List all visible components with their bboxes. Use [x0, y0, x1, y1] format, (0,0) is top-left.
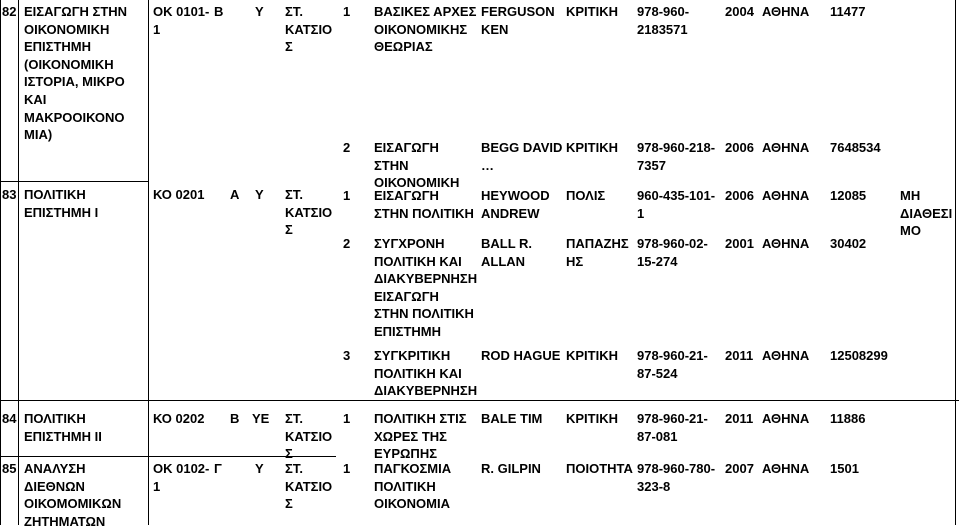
book-code: 12508299 [830, 348, 888, 363]
book-publisher: ΠΑΠΑΖΗΣ ΗΣ [566, 236, 629, 269]
course-type: Υ [255, 461, 264, 476]
book-publisher: ΚΡΙΤΙΚΗ [566, 348, 618, 363]
book-title: ΠΑΓΚΟΣΜΙΑ ΠΟΛΙΤΙΚΗ ΟΙΚΟΝΟΜΙΑ [374, 461, 452, 512]
book-code: 11886 [830, 411, 866, 426]
book-index: 1 [343, 411, 351, 426]
book-city: ΑΘΗΝΑ [762, 461, 810, 476]
course-type: ΥΕ [252, 411, 270, 426]
book-code: 1501 [830, 461, 859, 476]
course-type: Υ [255, 4, 264, 19]
course-code: ΚΟ 0201 [153, 187, 205, 202]
book-isbn: 978-960-21- 87-081 [637, 411, 708, 444]
book-code: 12085 [830, 188, 867, 203]
book-isbn: 978-960-21- 87-524 [637, 348, 708, 381]
row-divider [0, 400, 959, 401]
course-type: Υ [255, 187, 264, 202]
book-publisher: ΠΟΛΙΣ [566, 188, 606, 203]
book-year: 2004 [725, 4, 754, 19]
semester: Γ [214, 461, 222, 476]
course-code: ΟΚ 0101- 1 [153, 4, 210, 37]
book-index: 1 [343, 461, 351, 476]
book-year: 2011 [725, 348, 754, 363]
semester: Β [230, 411, 240, 426]
course-title: ΑΝΑΛΥΣΗ ΔΙΕΘΝΩΝ ΟΙΚΟΜΟΜΙΚΩΝ ΖΗΤΗΜΑΤΩΝ [24, 461, 122, 529]
book-city: ΑΘΗΝΑ [762, 348, 810, 363]
book-code: 7648534 [830, 140, 881, 155]
book-index: 2 [343, 236, 351, 251]
book-title: ΕΙΣΑΓΩΓΗ ΣΤΗΝ ΠΟΛΙΤΙΚΗ [374, 188, 474, 221]
book-isbn: 960-435-101- 1 [637, 188, 716, 221]
book-isbn: 978-960-02- 15-274 [637, 236, 708, 269]
book-year: 2006 [725, 188, 754, 203]
book-code: 30402 [830, 236, 867, 251]
book-publisher: ΚΡΙΤΙΚΗ [566, 140, 618, 155]
book-city: ΑΘΗΝΑ [762, 236, 810, 251]
instructor: ΣΤ. ΚΑΤΣΙΟ Σ [285, 461, 333, 512]
row-number: 84 [2, 411, 17, 426]
book-city: ΑΘΗΝΑ [762, 140, 810, 155]
book-isbn: 978-960- 2183571 [637, 4, 690, 37]
book-title: ΠΟΛΙΤΙΚΗ ΣΤΙΣ ΧΩΡΕΣ ΤΗΣ ΕΥΡΩΠΗΣ [374, 411, 467, 462]
book-index: 1 [343, 4, 351, 19]
instructor: ΣΤ. ΚΑΤΣΙΟ Σ [285, 187, 333, 238]
book-isbn: 978-960-218- 7357 [637, 140, 716, 173]
book-author: BALE TIM [481, 411, 543, 426]
course-title: ΠΟΛΙΤΙΚΗ ΕΠΙΣΤΗΜΗ Ι [24, 187, 99, 220]
semester: Α [230, 187, 240, 202]
column-divider [148, 0, 149, 525]
column-divider [18, 0, 19, 525]
book-publisher: ΠΟΙΟΤΗΤΑ [566, 461, 633, 476]
book-publisher: ΚΡΙΤΙΚΗ [566, 4, 618, 19]
row-divider [0, 181, 148, 182]
availability-note: ΜΗ ΔΙΑΘΕΣΙ ΜΟ [900, 188, 953, 239]
book-author: ROD HAGUE [481, 348, 561, 363]
book-author: BEGG DAVID … [481, 140, 563, 173]
book-author: BALL R. ALLAN [481, 236, 533, 269]
book-city: ΑΘΗΝΑ [762, 411, 810, 426]
semester: Β [214, 4, 224, 19]
row-number: 82 [2, 4, 17, 19]
book-year: 2001 [725, 236, 754, 251]
row-number: 85 [2, 461, 17, 476]
course-code: ΟΚ 0102- 1 [153, 461, 210, 494]
book-index: 1 [343, 188, 351, 203]
book-author: R. GILPIN [481, 461, 541, 476]
book-title: ΣΥΓΧΡΟΝΗ ΠΟΛΙΤΙΚΗ ΚΑΙ ΔΙΑΚΥΒΕΡΝΗΣΗ ΕΙΣΑΓΩΓΗ ΣΤΗΝ ΠΟΛΙΤΙΚΗ ΕΠΙΣΤΗΜΗ [374, 236, 478, 339]
course-title: ΕΙΣΑΓΩΓΗ ΣΤΗΝ ΟΙΚΟΝΟΜΙΚΗ ΕΠΙΣΤΗΜΗ (ΟΙΚΟΝΟΜΙΚΗ ΙΣΤΟΡΙΑ, ΜΙΚΡΟ ΚΑΙ ΜΑΚΡΟΟΙΚΟΝΟ ΜΙΑ) [24, 4, 128, 143]
instructor: ΣΤ. ΚΑΤΣΙΟ Σ [285, 4, 333, 55]
column-divider [955, 0, 956, 525]
book-publisher: ΚΡΙΤΙΚΗ [566, 411, 618, 426]
row-number: 83 [2, 187, 17, 202]
book-isbn: 978-960-780- 323-8 [637, 461, 716, 494]
instructor: ΣΤ. ΚΑΤΣΙΟ Σ [285, 411, 333, 462]
book-city: ΑΘΗΝΑ [762, 4, 810, 19]
book-title: ΕΙΣΑΓΩΓΗ ΣΤΗΝ ΟΙΚΟΝΟΜΙΚΗ [374, 140, 460, 191]
book-year: 2006 [725, 140, 754, 155]
book-year: 2007 [725, 461, 754, 476]
column-divider [0, 0, 1, 525]
book-index: 3 [343, 348, 351, 363]
course-code: ΚΟ 0202 [153, 411, 205, 426]
book-author: HEYWOOD ANDREW [481, 188, 550, 221]
book-title: ΒΑΣΙΚΕΣ ΑΡΧΕΣ ΟΙΚΟΝΟΜΙΚΗΣ ΘΕΩΡΙΑΣ [374, 4, 477, 55]
book-author: FERGUSON KEN [481, 4, 555, 37]
course-title: ΠΟΛΙΤΙΚΗ ΕΠΙΣΤΗΜΗ ΙΙ [24, 411, 102, 444]
book-year: 2011 [725, 411, 754, 426]
book-index: 2 [343, 140, 351, 155]
book-code: 11477 [830, 4, 866, 19]
book-city: ΑΘΗΝΑ [762, 188, 810, 203]
book-title: ΣΥΓΚΡΙΤΙΚΗ ΠΟΛΙΤΙΚΗ ΚΑΙ ΔΙΑΚΥΒΕΡΝΗΣΗ [374, 348, 478, 399]
